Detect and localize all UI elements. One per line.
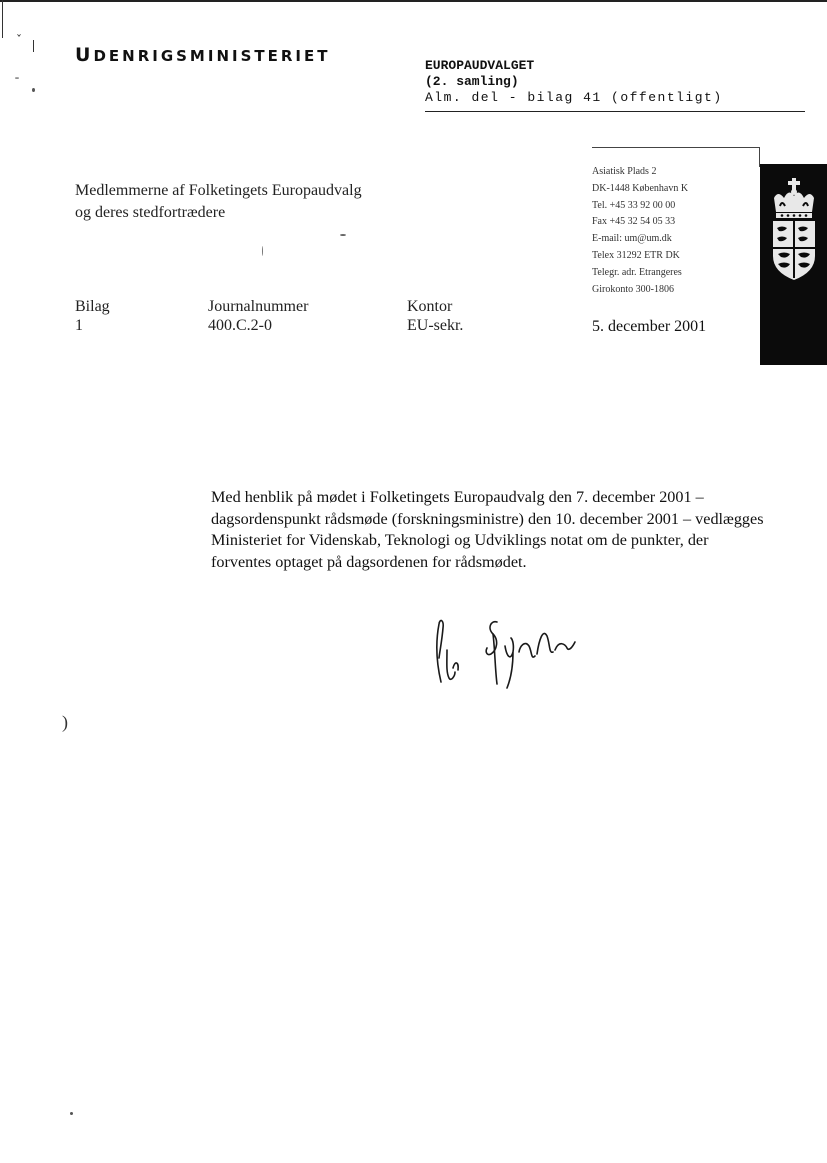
stamp-line-3: Alm. del - bilag 41 (offentligt) — [425, 90, 723, 105]
address-line: Telegr. adr. Etrangeres — [592, 266, 682, 278]
scan-speck — [32, 88, 35, 92]
body-paragraph: Med henblik på mødet i Folketingets Europaudvalg den 7. december 2001 – dagsordenspunkt rådsmøde (forskningsministre) den 10. december 2001 – vedlægges Ministeriet for Videnskab, Teknologi og Udviklings notat om de punkter, der forventes optaget på dagsordenen for rådsmødet. — [211, 488, 764, 571]
signature-drawing — [425, 610, 585, 690]
sender-address — [592, 164, 688, 298]
kontor-label: Kontor — [407, 298, 453, 315]
kontor-value: EU-sekr. — [407, 317, 464, 334]
address-rule — [592, 147, 760, 148]
bilag-label: Bilag — [75, 298, 110, 315]
address-line: Asiatisk Plads 2 — [592, 166, 657, 177]
scan-mark: ) — [62, 712, 68, 732]
recipient-line: og deres stedfortrædere — [75, 204, 226, 221]
stamp-line-2: (2. samling) — [425, 74, 519, 89]
received-stamp — [425, 58, 723, 106]
emblem-panel — [760, 164, 827, 365]
coat-of-arms-icon — [768, 176, 820, 288]
scan-speck — [262, 246, 263, 256]
address-line: Telex 31292 ETR DK — [592, 249, 680, 261]
journal-label: Journalnummer — [208, 298, 309, 315]
top-border-rule — [0, 0, 827, 2]
address-line: E-mail: um@um.dk — [592, 233, 672, 245]
left-edge-rule — [2, 0, 3, 38]
ministry-name: UDENRIGSMINISTERIET — [75, 44, 331, 66]
recipient-line: Medlemmerne af Folketingets Europaudvalg — [75, 182, 362, 199]
scan-mark: ˉ — [14, 76, 20, 90]
address-line: Tel. +45 33 92 00 00 — [592, 199, 676, 211]
scan-mark: ˇ — [16, 33, 22, 47]
scan-speck — [340, 234, 346, 236]
journal-value: 400.C.2-0 — [208, 317, 272, 334]
bilag-value: 1 — [75, 317, 83, 334]
stamp-underline — [425, 111, 805, 112]
address-line: Fax +45 32 54 05 33 — [592, 216, 676, 228]
address-line: DK-1448 København K — [592, 182, 689, 194]
address-line: Girokonto 300-1806 — [592, 283, 674, 295]
scan-speck — [70, 1112, 73, 1115]
recipient-block — [75, 180, 362, 224]
signature — [425, 610, 585, 695]
scan-mark — [33, 40, 34, 52]
stamp-line-1: EUROPAUDVALGET — [425, 58, 535, 73]
letter-date: 5. december 2001 — [592, 318, 707, 335]
